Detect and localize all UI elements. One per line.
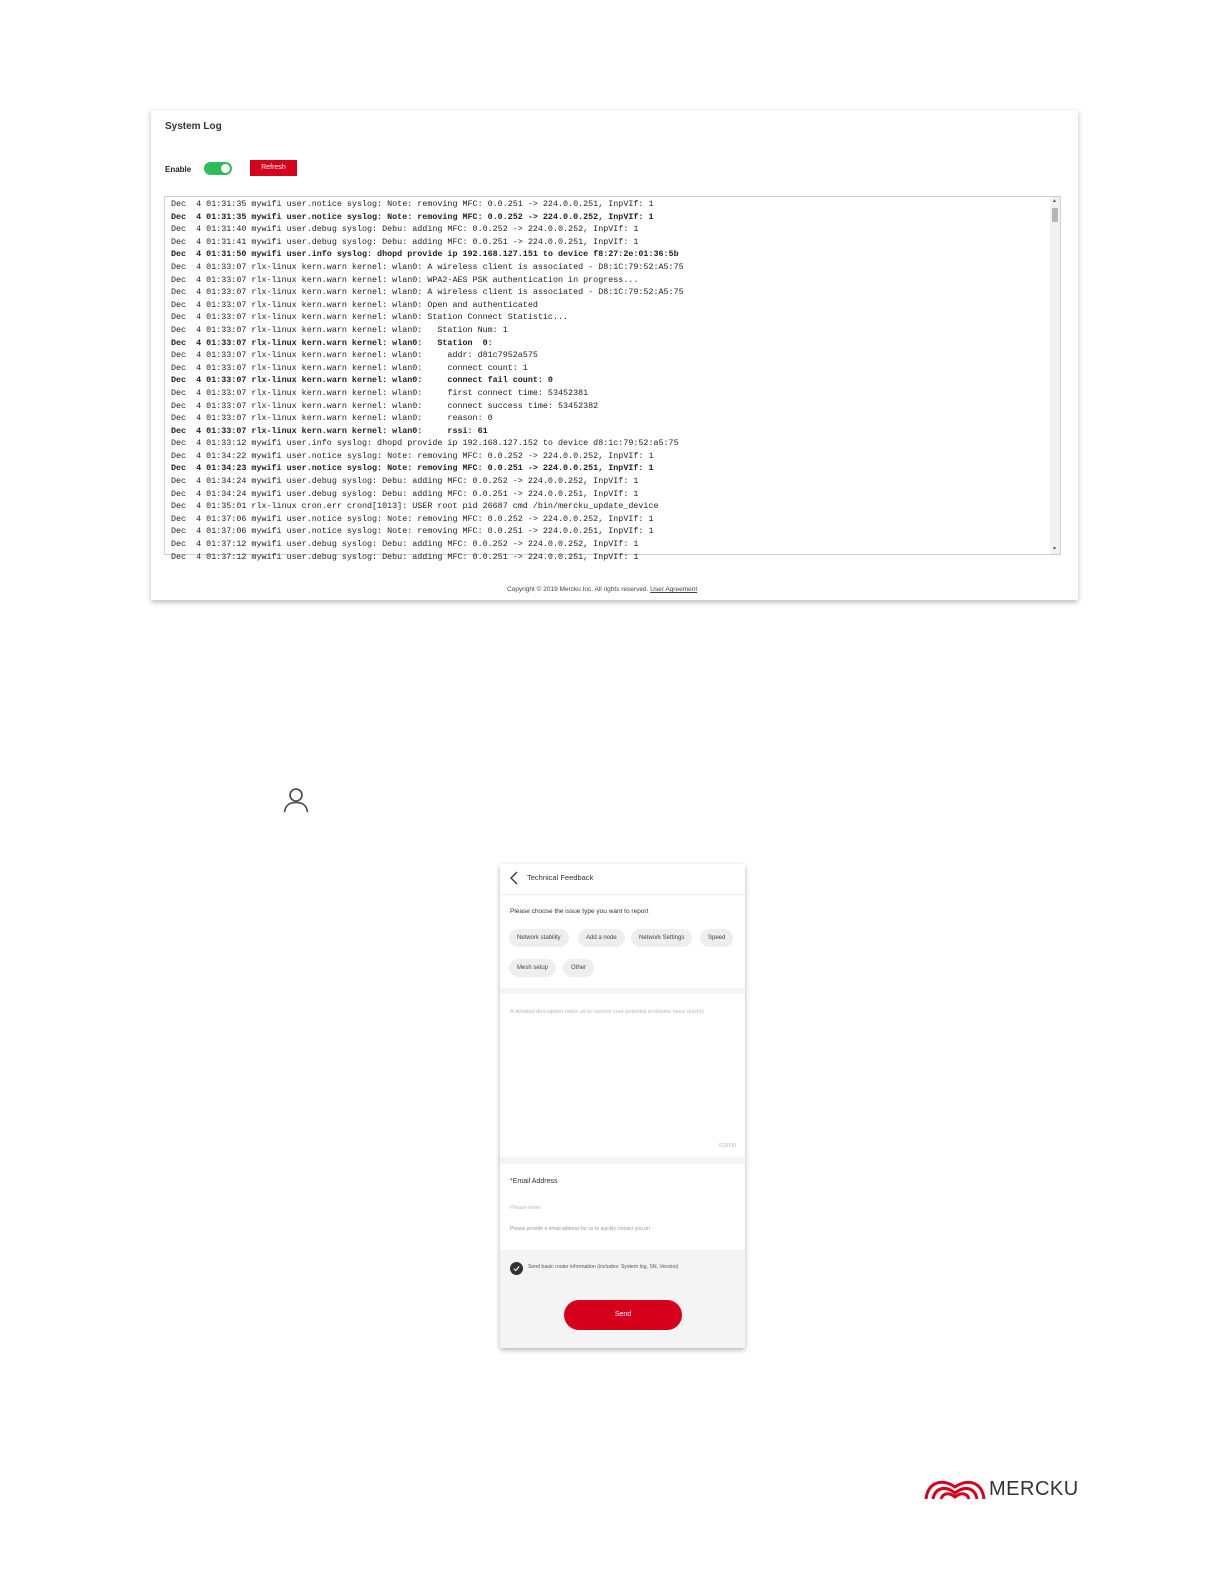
email-section	[500, 1164, 745, 1250]
logo-text: MERCKU	[989, 1478, 1079, 1500]
email-field[interactable]: Please enter	[510, 1205, 541, 1211]
email-label-text: Email Address	[512, 1178, 558, 1185]
feedback-header	[500, 864, 745, 895]
send-info-checkbox[interactable]	[510, 1262, 523, 1275]
log-line: Dec 4 01:33:07 rlx-linux kern.warn kernel: wlan0: reason: 0	[171, 413, 493, 424]
log-line: Dec 4 01:37:12 mywifi user.debug syslog: Debu: adding MFC: 0.0.251 -> 224.0.0.251, InpVIf: 1	[171, 551, 639, 562]
log-line: Dec 4 01:31:41 mywifi user.debug syslog: Debu: adding MFC: 0.0.251 -> 224.0.0.251, InpVIf: 1	[171, 236, 639, 247]
log-line: Dec 4 01:31:35 mywifi user.notice syslog: Note: removing MFC: 0.0.251 -> 224.0.0.251, InpVIf: 1	[171, 199, 654, 209]
issue-chip[interactable]: Network stability	[509, 929, 569, 947]
log-line: Dec 4 01:33:07 rlx-linux kern.warn kernel: wlan0: Station Connect Statistic...	[171, 312, 569, 323]
scroll-up-icon[interactable]: ▲	[1052, 198, 1057, 204]
log-line: Dec 4 01:35:01 rlx-linux cron.err crond[1013]: USER root pid 26687 cmd /bin/mercku_update_device	[171, 501, 659, 512]
scroll-thumb[interactable]	[1052, 208, 1058, 222]
log-line: Dec 4 01:33:12 mywifi user.info syslog: dhopd provide ip 192.168.127.152 to device d8:1c:79:52:a5:75	[171, 438, 679, 449]
checkmark-icon	[513, 1265, 520, 1272]
log-line: Dec 4 01:33:07 rlx-linux kern.warn kernel: wlan0: Station Num: 1	[171, 324, 508, 335]
log-line: Dec 4 01:33:07 rlx-linux kern.warn kernel: wlan0: A wireless client is associated - D8:1C:79:52:A5:75	[171, 261, 684, 272]
technical-feedback-screen	[500, 864, 745, 1348]
log-lines	[171, 198, 1046, 563]
mercku-logo	[924, 1474, 1079, 1502]
required-mark: *	[510, 1178, 513, 1185]
log-line: Dec 4 01:34:23 mywifi user.notice syslog: Note: removing MFC: 0.0.251 -> 224.0.0.251, InpVIf: 1	[171, 463, 654, 474]
log-line: Dec 4 01:34:24 mywifi user.debug syslog: Debu: adding MFC: 0.0.252 -> 224.0.0.252, InpVIf: 1	[171, 476, 639, 487]
feedback-title: Technical Feedback	[527, 873, 594, 882]
log-line: Dec 4 01:31:40 mywifi user.debug syslog: Debu: adding MFC: 0.0.252 -> 224.0.0.252, InpVIf: 1	[171, 224, 639, 235]
log-line: Dec 4 01:37:12 mywifi user.debug syslog: Debu: adding MFC: 0.0.252 -> 224.0.0.252, InpVIf: 1	[171, 539, 639, 550]
log-line: Dec 4 01:33:07 rlx-linux kern.warn kernel: wlan0: A wireless client is associated - D8:1C:79:52:A5:75	[171, 287, 684, 298]
issue-type-section	[500, 895, 745, 988]
enable-toggle[interactable]	[204, 162, 232, 175]
description-counter: 0/2000	[719, 1143, 736, 1149]
log-line: Dec 4 01:33:07 rlx-linux kern.warn kernel: wlan0: Station 0:	[171, 337, 493, 348]
log-scrollbar[interactable]	[1050, 197, 1060, 554]
log-line: Dec 4 01:33:07 rlx-linux kern.warn kernel: wlan0: WPA2-AES PSK authentication in progress...	[171, 274, 639, 285]
description-placeholder: A detailed description helps us to resolve your potential problems more quickly	[510, 1009, 705, 1015]
log-line: Dec 4 01:33:07 rlx-linux kern.warn kernel: wlan0: Open and authenticated	[171, 299, 538, 310]
log-line: Dec 4 01:34:24 mywifi user.debug syslog: Debu: adding MFC: 0.0.251 -> 224.0.0.251, InpVIf: 1	[171, 488, 639, 499]
back-arrow-icon[interactable]	[509, 871, 519, 885]
log-line: Dec 4 01:31:35 mywifi user.notice syslog: Note: removing MFC: 0.0.252 -> 224.0.0.252, InpVIf: 1	[171, 211, 654, 222]
log-line: Dec 4 01:31:50 mywifi user.info syslog: dhopd provide ip 192.168.127.151 to device f8:27:2e:01:36:5b	[171, 249, 679, 260]
copyright-footer	[507, 586, 697, 593]
log-line: Dec 4 01:34:22 mywifi user.notice syslog: Note: removing MFC: 0.0.252 -> 224.0.0.252, InpVIf: 1	[171, 450, 654, 461]
log-line: Dec 4 01:33:07 rlx-linux kern.warn kernel: wlan0: rssi: 61	[171, 425, 488, 436]
issue-chip[interactable]: Mesh setup	[509, 959, 556, 977]
email-label	[510, 1178, 557, 1185]
toggle-knob	[221, 164, 230, 173]
issue-chip[interactable]: Speed	[700, 929, 733, 947]
copyright-text: Copyright © 2019 Mercku Inc. All rights reserved.	[507, 586, 649, 593]
system-log-panel	[151, 110, 1078, 600]
mercku-logo-icon	[924, 1474, 986, 1500]
enable-label: Enable	[165, 165, 192, 174]
send-info-label: Send basic router information (includes: System log, SN, Version)	[528, 1264, 679, 1270]
log-line: Dec 4 01:37:06 mywifi user.notice syslog: Note: removing MFC: 0.0.252 -> 224.0.0.252, InpVIf: 1	[171, 513, 654, 524]
issue-chip[interactable]: Network Settings	[631, 929, 692, 947]
refresh-button[interactable]: Refresh	[250, 160, 297, 176]
description-textarea[interactable]	[500, 994, 745, 1157]
email-hint: Please provide a email address for us to quickly contact you on	[510, 1226, 650, 1232]
issue-chip[interactable]: Other	[563, 959, 594, 977]
log-line: Dec 4 01:33:07 rlx-linux kern.warn kernel: wlan0: connect fail count: 0	[171, 375, 553, 386]
send-button[interactable]: Send	[564, 1300, 682, 1330]
log-line: Dec 4 01:37:06 mywifi user.notice syslog: Note: removing MFC: 0.0.251 -> 224.0.0.251, InpVIf: 1	[171, 526, 654, 537]
user-agreement-link[interactable]: User Agreement	[650, 586, 698, 593]
scroll-down-icon[interactable]: ▼	[1052, 546, 1057, 552]
issue-prompt: Please choose the issue type you want to report	[510, 908, 649, 915]
log-line: Dec 4 01:33:07 rlx-linux kern.warn kernel: wlan0: connect success time: 53452382	[171, 400, 599, 411]
log-line: Dec 4 01:33:07 rlx-linux kern.warn kernel: wlan0: first connect time: 53452381	[171, 387, 589, 398]
log-textarea[interactable]	[164, 196, 1061, 562]
log-line: Dec 4 01:33:07 rlx-linux kern.warn kernel: wlan0: addr: d81c7952a575	[171, 350, 538, 361]
person-icon	[283, 787, 309, 813]
system-log-title: System Log	[165, 121, 222, 132]
issue-chip[interactable]: Add a node	[578, 929, 625, 947]
log-line: Dec 4 01:33:07 rlx-linux kern.warn kernel: wlan0: connect count: 1	[171, 362, 528, 373]
